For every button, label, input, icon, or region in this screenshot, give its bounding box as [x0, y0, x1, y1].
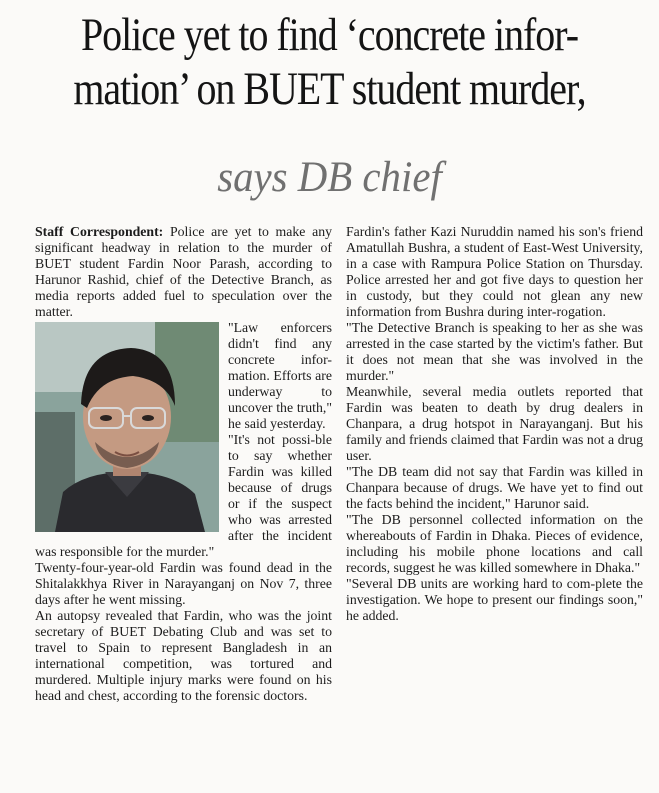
article-column-right — [346, 224, 643, 624]
quote-paragraph-2: "It's not possi-ble to say whether Fardin was killed because of drugs or if the suspect who was arrested after the incident was responsible for the murder." — [35, 432, 332, 559]
portrait-photo — [35, 322, 219, 532]
subheadline: says DB chief — [217, 154, 442, 201]
paragraph-found-dead: Twenty-four-year-old Fardin was found dead in the Shitalakkhya River in Narayanganj on Nov 7, three days after he went missing. — [35, 560, 332, 607]
portrait-illustration — [35, 322, 219, 532]
headline-line-1: Police yet to find ‘concrete infor- — [80, 9, 579, 61]
article-column-left — [35, 224, 332, 704]
lead-text: Police are yet to make any significant headway in relation to the murder of BUET student Fardin Noor Parash, according to Harunor Rashid, chief of the Detective Branch, as media reports added fuel to speculation over the matter. — [35, 224, 332, 319]
byline: Staff Correspondent: — [35, 224, 164, 239]
paragraph-autopsy: An autopsy revealed that Fardin, who was the joint secretary of BUET Debating Club and was set to travel to Spain to represent Bangladesh in an international competition, was tortured and murdered. Multiple injury marks were found on his head and chest, according to the forensic doctors. — [35, 608, 332, 703]
headline-line-2: mation’ on BUET student murder, — [73, 63, 586, 115]
paragraph-closing-quote: "Several DB units are working hard to com-plete the investigation. We hope to present our findings soon," he added. — [346, 576, 643, 623]
paragraph-father-case: Fardin's father Kazi Nuruddin named his son's friend Amatullah Bushra, a student of East-West University, in a case with Rampura Police Station on Thursday. Police arrested her and got five days to question her in custody, but they could not glean any new information from Bushra during inter-rogation. — [346, 224, 643, 319]
paragraph-db-speaking: "The Detective Branch is speaking to her as she was arrested in the case started by the victim's father. But it does not mean that she was involved in the murder." — [346, 320, 643, 383]
quote-paragraph-1: "Law enforcers didn't find any concrete infor-mation. Efforts are underway to uncover the truth," he said yesterday. — [228, 320, 332, 431]
lead-paragraph — [35, 224, 332, 320]
headline — [49, 8, 609, 116]
paragraph-whereabouts: "The DB personnel collected information on the whereabouts of Fardin in Dhaka. Pieces of evidence, including his mobile phone locations and call records, suggest he was killed somewhere in Dhaka." — [346, 512, 643, 575]
paragraph-db-team: "The DB team did not say that Fardin was killed in Chanpara because of drugs. We have yet to find out the facts behind the incident," Harunor said. — [346, 464, 643, 511]
paragraph-media-reports: Meanwhile, several media outlets reported that Fardin was beaten to death by drug dealers in Chanpara, a drug hotspot in Narayanganj. But his family and friends claimed that Fardin was not a drug user. — [346, 384, 643, 463]
